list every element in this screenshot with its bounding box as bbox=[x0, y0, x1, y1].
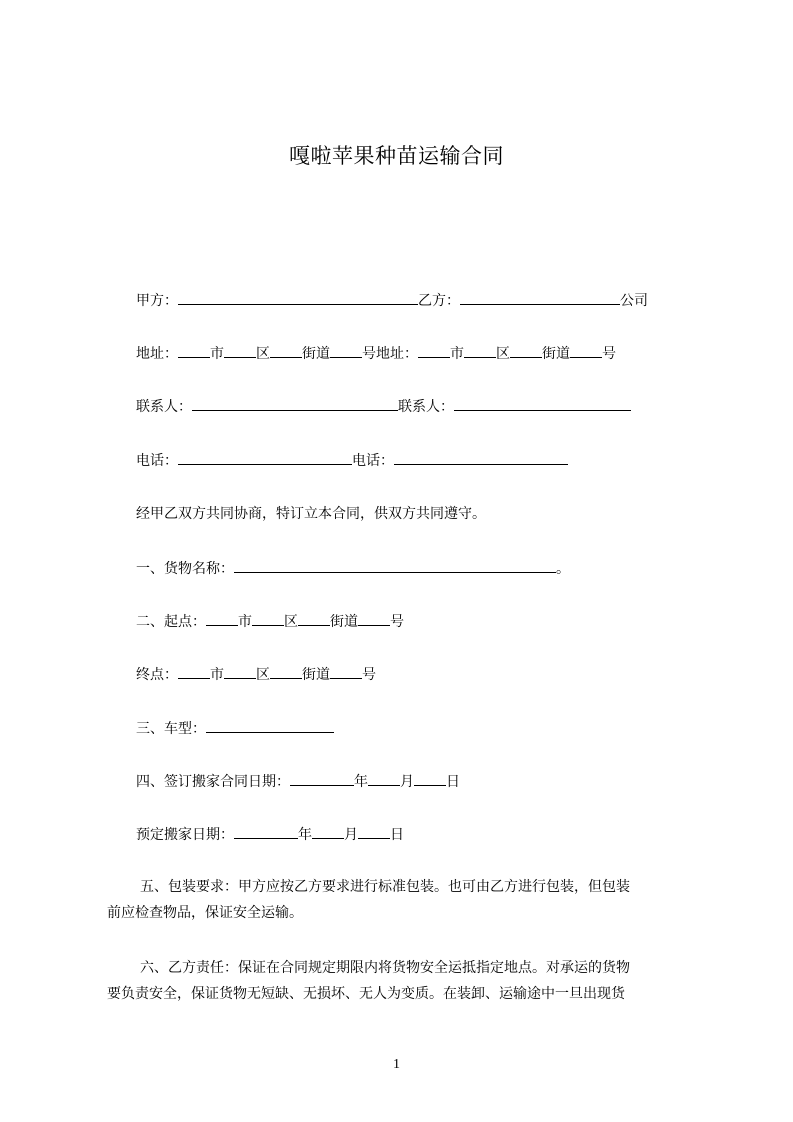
carrier-clause-line-1: 六、乙方责任：保证在合同规定期限内将货物安全运抵指定地点。对承运的货物 bbox=[140, 960, 630, 976]
intro-text: 经甲乙双方共同协商，特订立本合同，供双方共同遵守。 bbox=[136, 506, 486, 522]
start-point-label: 二、起点： bbox=[136, 614, 206, 630]
day-suffix: 日 bbox=[390, 827, 404, 843]
month-suffix: 月 bbox=[344, 827, 358, 843]
city-suffix: 市 bbox=[238, 614, 252, 630]
packaging-clause-line-2: 前应检查物品，保证安全运输。 bbox=[107, 905, 303, 921]
month-suffix: 月 bbox=[400, 774, 414, 790]
address-a-label: 地址： bbox=[136, 346, 178, 362]
vehicle-type-blank bbox=[206, 718, 334, 733]
planned-date-label: 预定搬家日期： bbox=[136, 827, 234, 843]
end-city-blank bbox=[178, 664, 210, 679]
city-suffix: 市 bbox=[210, 346, 224, 362]
street-suffix: 街道 bbox=[302, 346, 330, 362]
address-b-label: 地址： bbox=[376, 346, 418, 362]
district-suffix: 区 bbox=[496, 346, 510, 362]
contact-b-blank bbox=[454, 396, 631, 411]
contract-day-blank bbox=[414, 771, 446, 786]
goods-name-line bbox=[136, 558, 570, 579]
year-suffix: 年 bbox=[354, 774, 368, 790]
address-b-street-blank bbox=[510, 343, 542, 358]
company-suffix: 公司 bbox=[620, 293, 648, 309]
number-suffix: 号 bbox=[602, 346, 616, 362]
contact-a-blank bbox=[192, 396, 398, 411]
address-b-number-blank bbox=[570, 343, 602, 358]
contact-line bbox=[136, 396, 631, 417]
day-suffix: 日 bbox=[446, 774, 460, 790]
planned-month-blank bbox=[312, 824, 344, 839]
street-suffix: 街道 bbox=[302, 667, 330, 683]
party-b-label: 乙方： bbox=[418, 293, 460, 309]
planned-day-blank bbox=[358, 824, 390, 839]
contact-b-label: 联系人： bbox=[398, 399, 454, 415]
goods-name-blank bbox=[234, 558, 556, 573]
carrier-clause-line-2: 要负责安全，保证货物无短缺、无损坏、无人为变质。在装卸、运输途中一旦出现货 bbox=[107, 986, 625, 1002]
end-number-blank bbox=[330, 664, 362, 679]
party-a-label: 甲方： bbox=[136, 293, 178, 309]
party-a-blank bbox=[178, 290, 418, 305]
address-a-city-blank bbox=[178, 343, 210, 358]
address-a-district-blank bbox=[224, 343, 256, 358]
end-street-blank bbox=[270, 664, 302, 679]
end-point-line bbox=[136, 664, 376, 685]
packaging-clause-line-1: 五、包装要求：甲方应按乙方要求进行标准包装。也可由乙方进行包装，但包装 bbox=[140, 879, 630, 895]
document-title: 嘎啦苹果种苗运输合同 bbox=[289, 144, 504, 168]
vehicle-type-label: 三、车型： bbox=[136, 721, 206, 737]
street-suffix: 街道 bbox=[330, 614, 358, 630]
contract-date-label: 四、签订搬家合同日期： bbox=[136, 774, 290, 790]
contract-month-blank bbox=[368, 771, 400, 786]
page-number: 1 bbox=[393, 1057, 400, 1072]
end-point-label: 终点： bbox=[136, 667, 178, 683]
address-b-city-blank bbox=[418, 343, 450, 358]
district-suffix: 区 bbox=[256, 346, 270, 362]
planned-date-line bbox=[136, 824, 404, 845]
start-city-blank bbox=[206, 611, 238, 626]
district-suffix: 区 bbox=[256, 667, 270, 683]
year-suffix: 年 bbox=[298, 827, 312, 843]
packaging-clause bbox=[107, 874, 701, 926]
start-number-blank bbox=[358, 611, 390, 626]
goods-name-end: 。 bbox=[556, 561, 570, 577]
parties-line bbox=[136, 290, 648, 311]
phone-a-blank bbox=[178, 450, 352, 465]
address-a-street-blank bbox=[270, 343, 302, 358]
contact-a-label: 联系人： bbox=[136, 399, 192, 415]
carrier-responsibility-clause bbox=[107, 955, 701, 1007]
end-district-blank bbox=[224, 664, 256, 679]
city-suffix: 市 bbox=[210, 667, 224, 683]
contract-year-blank bbox=[290, 771, 354, 786]
contract-date-line bbox=[136, 771, 460, 792]
phone-b-blank bbox=[394, 450, 568, 465]
district-suffix: 区 bbox=[284, 614, 298, 630]
phone-line bbox=[136, 450, 568, 471]
vehicle-type-line bbox=[136, 718, 334, 739]
start-street-blank bbox=[298, 611, 330, 626]
phone-b-label: 电话： bbox=[352, 453, 394, 469]
number-suffix: 号 bbox=[362, 667, 376, 683]
address-b-district-blank bbox=[464, 343, 496, 358]
goods-name-label: 一、货物名称： bbox=[136, 561, 234, 577]
phone-a-label: 电话： bbox=[136, 453, 178, 469]
planned-year-blank bbox=[234, 824, 298, 839]
city-suffix: 市 bbox=[450, 346, 464, 362]
party-b-blank bbox=[460, 290, 620, 305]
start-district-blank bbox=[252, 611, 284, 626]
address-line bbox=[136, 343, 616, 364]
number-suffix: 号 bbox=[362, 346, 376, 362]
street-suffix: 街道 bbox=[542, 346, 570, 362]
number-suffix: 号 bbox=[390, 614, 404, 630]
start-point-line bbox=[136, 611, 404, 632]
address-a-number-blank bbox=[330, 343, 362, 358]
